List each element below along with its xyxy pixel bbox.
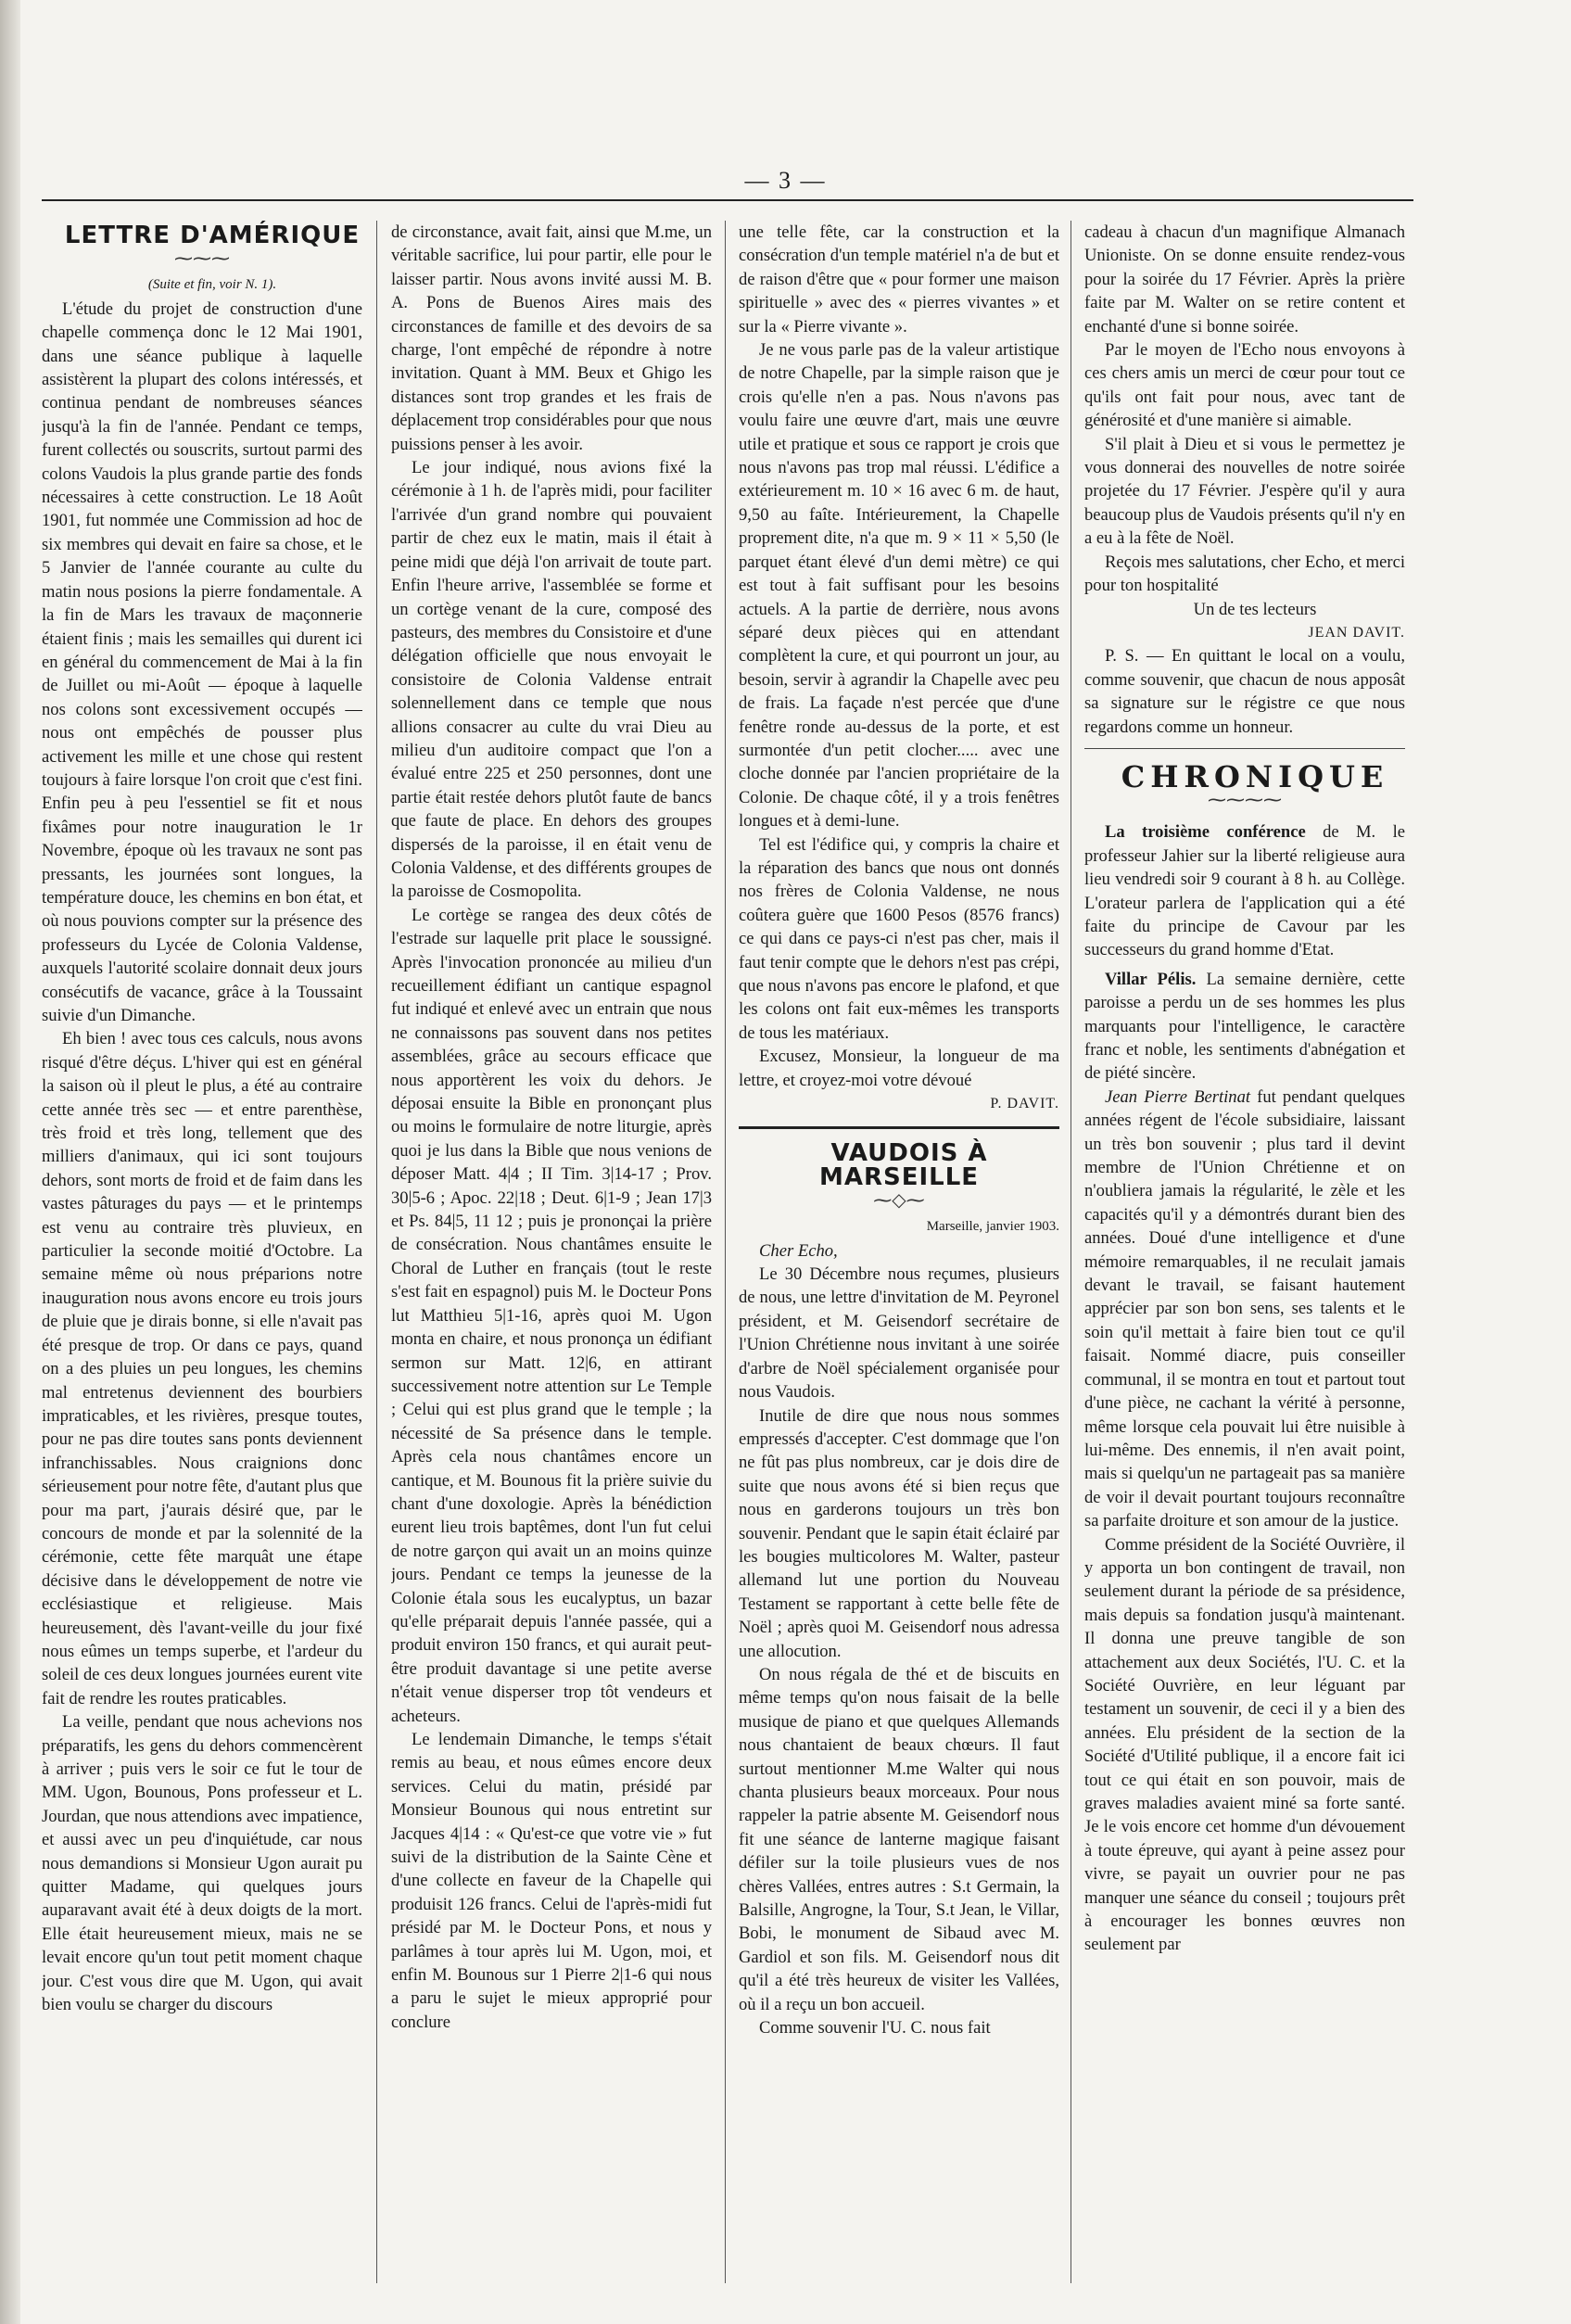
lettre-paragraph: La veille, pendant que nous achevions nos préparatifs, les gens du dehors commencèrent à arriver ; puis vers le soir ce fut le tour de MM. Ugon, Bounous, Pons professeur et L. Jourdan, que nous attendions avec impatience, et aussi avec un peu d'inquiétude, car nous nous demandions si Monsieur Ugon aurait pu quitter Madame, qui quelques jours auparavant avait été à deux doigts de la mort. Elle était heureusement mieux, mais ne se levait encore qu'un tout petit moment chaque jour. C'est vous dire que M. Ugon, qui avait bien voulu se charger du discours <box>42 1712 362 2015</box>
lettre-paragraph: Le cortège se rangea des deux côtés de l'estrade sur laquelle prit place le soussigné. Après l'invocation prononcée au milieu d'un recueillement édifiant un cantique espagnol fut indiqué et enlevé avec un entrain que nous ne connaissons pas souvent dans nos petites assemblées, grâce au secours efficace que nous apportèrent les voix du dehors. Je déposai ensuite la Bible en prononçant plus ou moins le formulaire de notre liturgie, après quoi je lus dans la Bible que nous venions de déposer Matt. 4|4 ; II Tim. 3|14-17 ; Prov. 30|5-6 ; Apoc. 22|18 ; Deut. 6|1-9 ; Jean 17|3 et Ps. 84|5, 11 12 ; puis je prononçai la prière de consécration. Nous chantâmes ensuite le Choral de Luther en français (tout le reste s'est fait en espagnol) puis M. le Docteur Pons lut Matthieu 5|1-16, après quoi M. Ugon monta en chaire, et nous prononça un édifiant sermon sur Matt. 12|6, en attirant successivement notre attention sur Le Temple ; Celui qui est plus grand que le temple ; la nécessité de Sa présence dans le temple. Après cela nous chantâmes encore un cantique, et M. Bounous fit la prière suivie du chant d'une doxologie. Après la bénédiction eurent lieu trois baptêmes, dont l'un fut celui de notre garçon qui avait un an moins quinze jours. Pendant ce temps la jeunesse de la Colonie étala sous les eucalyptus, un bazar qu'elle préparait depuis l'année passée, qui a produit environ 150 francs, et qui aurait peut-être produit davantage si une petite averse n'était venue disperser trop tôt vendeurs et acheteurs. <box>391 905 712 1726</box>
chronique-lead: Jean Pierre Bertinat <box>1105 1086 1251 1107</box>
lettre-paragraph: de circonstance, avait fait, ainsi que M.me, un véritable sacrifice, lui pour partir, elle pour le laisser partir. Nous avons invité aussi M. B. A. Pons de Buenos Aires mais des circonstances de famille et des devoirs de sa charge, l'ont empêché de répondre à notre invitation. Quant à MM. Beux et Ghigo les distances sont trop grandes et les frais de déplacement trop considérables pour que nous puissions penser à les avoir. <box>391 222 712 454</box>
article-columns <box>42 221 1413 2283</box>
chronique-text: de M. le professeur Jahier sur la liberté religieuse aura lieu vendredi soir 9 courant à 8 h. au Collège. L'orateur parlera de l'application qui a été faite du principe de Cavour par les successeurs du grand homme d'Etat. <box>1084 822 1405 960</box>
chronique-item <box>1084 820 1405 961</box>
lettre-title: LETTRE D'AMÉRIQUE <box>64 222 361 249</box>
vaudois-paragraph: Inutile de dire que nous nous sommes empressés d'accepter. C'est dommage que l'on ne fût pas plus nombreux, car je dois dire de suite que nous avons été si bien reçus que nous en garderons toujours un très bon souvenir. Pendant que le sapin était éclairé par les bougies multicolores M. Walter, pasteur allemand lut une portion du Nouveau Testament se rapportant à cette belle fête de Noël ; après quoi M. Geisendorf nous adressa une allocution. <box>739 1405 1059 1661</box>
page-number: — 3 — <box>744 167 827 194</box>
lettre-subtitle: (Suite et fin, voir N. 1). <box>147 277 277 293</box>
chronique-item <box>1084 968 1405 1086</box>
vaudois-dateline: Marseille, janvier 1903. <box>926 1219 1059 1235</box>
column-divider <box>725 221 726 2283</box>
vaudois-title: VAUDOIS À MARSEILLE <box>818 1139 988 1191</box>
chronique-item <box>1084 1533 1405 1957</box>
vaudois-paragraph: Reçois mes salutations, cher Echo, et merci pour ton hospitalité <box>1084 552 1405 596</box>
lettre-paragraph: Excusez, Monsieur, la longueur de ma lettre, et croyez-moi votre dévoué <box>739 1047 1059 1090</box>
vaudois-postscript: P. S. — En quittant le local on a voulu, comme souvenir, que chacun de nous apposât sa signature sur le régistre ce que nous regardons comme un honneur. <box>1084 646 1405 737</box>
vaudois-paragraph: Le 30 Décembre nous reçumes, plusieurs de nous, une lettre d'invitation de M. Peyronel président, et M. Geisendorf secrétaire de l'Union Chrétienne nous invitant à une soirée d'arbre de Noël spécialement organisée pour nous Vaudois. <box>739 1264 1059 1403</box>
header-rule <box>42 199 1413 201</box>
vaudois-salutation: Cher Echo, <box>759 1240 838 1261</box>
chronique-text: La semaine dernière, cette paroisse a perdu un de ses hommes les plus marquants pour l'intelligence, le caractère franc et noble, les sentiments d'abnégation et de piété sincère. <box>1084 969 1405 1084</box>
chronique-title: CHRONIQUE <box>1121 758 1389 794</box>
lettre-paragraph: L'étude du projet de construction d'une chapelle commença donc le 12 Mai 1901, dans une séance publique à laquelle assistèrent la plupart des colons intéressés, et continua pendant de nombreuses séances jusqu'à la fin de l'année. Pendant ce temps, furent collectés ou souscrits, surtout parmi des colons Vaudois la plus grande partie des fonds nécessaires à cette construction. Le 18 Août 1901, fut nommée une Commission ad hoc de six membres qui devait en faire sa chose, et le 5 Janvier de l'année courante au culte du matin nous posions la pierre fondamentale. A la fin de Mars les travaux de maçonnerie étaient finis ; mais les semailles qui durent ici en général du commencement de Mai à la fin de Juillet ou mi-Août — époque à laquelle nos colons sont excessivement occupés — nous ont empêchés de pousser plus activement les mille et une chose qui restent toujours à faire lorsque l'on croit que c'est fini. Enfin peu à peu l'essentiel se fit et nous fixâmes pour notre inauguration le 1r Novembre, époque où les travaux ne sont pas pressants, les journées sont longues, la température douce, les chemins en bon état, et où nous pouvions compter sur la présence des professeurs du Lycée de Colonia Valdense, auxquels l'autorité scolaire donnait deux jours consécutifs de vacance, grâce à la Toussaint suivie d'un Dimanche. <box>42 298 362 1025</box>
vaudois-signature: JEAN DAVIT. <box>1308 624 1405 641</box>
chronique-text: fut pendant quelques années régent de l'école subsidiaire, laissant un très bon souvenir ; plus tard il devint membre de l'Union Chrétienne et on n'oubliera jamais la régularité, le zèle et les capacités qu'il y a démontrés durant bien des années. Doué d'une intelligence et d'une mémoire remarquables, il ne reculait jamais devant le travail, se faisant hautement apprécier par son bon sens, ses talents et le soin qu'il mettait à faire bien tout ce qu'il faisait. Nommé diacre, puis conseiller communal, il se montra en tout et partout tout d'une pièce, ne cachant la vérité à personne, même lorsque cela pouvait lui être nuisible à lui-même. Des ennemis, il n'en avait point, mais si quelqu'un ne partageait pas sa manière de voir il devait pourtant toujours reconnaître sa parfaite droiture et son amour de la justice. <box>1084 1086 1405 1531</box>
chronique-lead: La troisième conférence <box>1105 822 1306 843</box>
title-ornament: ⁓⁓⁓⁓ <box>1208 790 1282 811</box>
lettre-paragraph: Le lendemain Dimanche, le temps s'était remis au beau, et nous eûmes encore deux services. Celui du matin, présidé par Monsieur Bounous qui nous entretint sur Jacques 4|14 : « Qu'est-ce que votre vie » fut suivi de la distribution de la Sainte Cène et d'une collecte en faveur de la Chapelle qui produisit 126 francs. Celui de l'après-midi fut présidé par M. le Docteur Pons, et nous y parlâmes à tour après lui M. Ugon, moi, et enfin M. Bounous sur 1 Pierre 2|1-6 qui nous a paru le sujet le mieux approprié pour conclure <box>391 1730 712 2032</box>
vaudois-closing: Un de tes lecteurs <box>1193 599 1317 619</box>
lettre-paragraph: Le jour indiqué, nous avions fixé la cérémonie à 1 h. de l'après midi, pour faciliter l'arrivée d'un grand nombre qui pouvaient partir de chez eux le matin, mais il était à peine midi que déjà l'on arrivait de toute part. Enfin l'heure arrive, l'assemblée se forme et un cortège venant de la cure, composé des pasteurs, des membres du Consistoire et d'une délégation officielle que nous envoyait le consistoire de Colonia Valdense entrait solennellement dans ce temple que nous allions consacrer au culte du vrai Dieu au milieu d'un auditoire compact que l'on a évalué entre 225 et 250 personnes, dont une partie était restée dehors plutôt faute de bancs que faute de place. En dehors des groupes dispersés de la paroisse, il en était venu de Colonia Valdense, et des différents groupes de la paroisse de Cosmopolita. <box>391 458 712 902</box>
column-2 <box>391 221 712 2283</box>
vaudois-paragraph: On nous régala de thé et de biscuits en même temps qu'on nous faisait de la belle musique de piano et que quelques Allemands nous chantaient de beaux chœurs. Il faut surtout mentionner M.me Walter qui nous chanta plusieurs beaux morceaux. Pour nous rappeler la patrie absente M. Geisendorf nous fit une séance de lanterne magique faisant défiler sur la toile plusieurs vues de nos chères Vallées, entres autres : S.t Germain, la Balsille, Angrogne, la Tour, S.t Jean, le Villar, Bobi, le monument de Sibaud avec M. Gardiol et son fils. M. Geisendorf nous dit qu'il a été très heureux de visiter les Vallées, où il a reçu un bon accueil. <box>739 1664 1059 2014</box>
lettre-paragraph: Eh bien ! avec tous ces calculs, nous avons risqué d'être déçus. L'hiver qui est en général la saison où il pleut le plus, a été au contraire cette année très sec — et entre parenthèse, très froid et très long, tellement que des milliers d'animaux, qui ici sont toujours dehors, sont morts de froid et de faim dans les vastes pâturages du pays — et le printemps est venu au contraire très pluvieux, en particulier la seconde moitié d'Octobre. La semaine même où nous préparions notre inauguration nous avons encore eu trois jours de pluie que je dirais bonne, si elle n'avait pas été presque de trop. Or dans ce pays, quand on a des pluies un peu longues, les chemins mal entretenus deviennent des bourbiers impraticables, et les rivières, presque toutes, pour ne pas dire toutes sans ponts deviennent infranchissables. Nous craignions donc sérieusement pour notre fête, d'autant plus que pour ma part, j'aurais désiré que, par le concours de monde et par la solennité de la cérémonie, cette fête marquât une étape décisive dans le développement de notre vie ecclésiastique et religieuse. Mais heureusement, dès l'avant-veille du jour fixé nous eûmes un temps superbe, et l'ardeur du soleil de ces deux longues journées eurent vite fait de rendre les routes praticables. <box>42 1029 362 1708</box>
vaudois-paragraph: cadeau à chacun d'un magnifique Almanach Unioniste. On se donne ensuite rendez-vous pour la soirée du 17 Février. Après la prière faite par M. Walter on se retire content et enchanté d'une si bonne soirée. <box>1084 222 1405 337</box>
lettre-paragraph: Tel est l'édifice qui, y compris la chaire et la réparation des bancs que nous ont donnés nos frères de Colonia Valdense, ne nous coûtera guère que 1600 Pesos (8576 francs) ce qui dans ce pays-ci n'est pas cher, mais il faut tenir compte que le dehors n'est pas crépi, que nous n'avons pas encore le plafond, et que les colons ont fait eux-mêmes les transports de tous les matériaux. <box>739 834 1059 1043</box>
chronique-text: Comme président de la Société Ouvrière, il y apporta un bon contingent de travail, non seulement durant la période de sa présidence, mais depuis sa fondation jusqu'à maintenant. Il donna une preuve tangible de son attachement aux deux Sociétés, l'U. C. et la Société Ouvrière, en leur léguant par testament un souvenir, de ceci il y a bien des années. Elu président de la section de la Société d'Utilité publique, il a encore fait ici tout ce qui était en son pouvoir, mais de graves maladies avaient miné sa forte santé. Je le vois encore cet homme d'un dévouement à toute épreuve, qui ayant à peine assez pour vivre, se payait un ouvrier pour ne pas manquer une séance du conseil ; toujours prêt à encourager les bonnes œuvres non seulement par <box>1084 1534 1405 1955</box>
column-1 <box>42 221 362 2283</box>
lettre-paragraph: une telle fête, car la construction et la consécration d'un temple matériel n'a de but et de raison d'être que « pour former une maison spirituelle » avec des « pierres vivantes » et sur la « Pierre vivante ». <box>739 222 1059 337</box>
title-ornament: ⁓◇⁓ <box>873 1190 925 1212</box>
lettre-paragraph: Je ne vous parle pas de la valeur artistique de notre Chapelle, par la simple raison que je crois qu'elle n'en a pas. Nous n'avons pas voulu faire une œuvre d'art, mais une œuvre utile et pratique et sous ce rapport je crois que nous n'avons pas trop mal réussi. L'édifice a extérieurement m. 10 × 16 avec 6 m. de haut, 9,50 au faîte. Intérieurement, la Chapelle proprement dite, n'a que m. 9 × 11 × 5,50 (le parquet étant élevé d'un demi mètre) ce qui est tout à fait suffisant pour les besoins actuels. A la partie de derrière, nous avons séparé deux pièces qui en attendant complètent la cure, et qui pourront un jour, au besoin, servir à agrandir la Chapelle avec peu de frais. La façade n'est percée que d'une fenêtre ronde au-dessus de la porte, et est surmontée d'un petit clocher..... avec une cloche donnée par l'ancien propriétaire de la Colonie. De chaque côté, il y a trois fenêtres longues et à demi-lune. <box>739 340 1059 832</box>
column-4 <box>1084 221 1405 2283</box>
chronique-item <box>1084 1086 1405 1533</box>
section-rule <box>1084 748 1405 749</box>
lettre-signature: P. DAVIT. <box>990 1096 1059 1112</box>
page-edge-shadow <box>0 0 20 2324</box>
column-3 <box>739 221 1059 2283</box>
chronique-lead: Villar Pélis. <box>1105 969 1197 989</box>
vaudois-paragraph: Comme souvenir l'U. C. nous fait <box>759 2018 991 2038</box>
vaudois-paragraph: Par le moyen de l'Echo nous envoyons à ces chers amis un merci de cœur pour tout ce qu'ils ont fait pour nous, avec tant de générosité et d'une manière si aimable. <box>1084 340 1405 431</box>
title-ornament: ⁓⁓⁓ <box>174 248 230 270</box>
column-divider <box>376 221 377 2283</box>
section-rule <box>739 1126 1059 1129</box>
vaudois-paragraph: S'il plait à Dieu et si vous le permettez je vous donnerai des nouvelles de notre soirée projetée du 17 Février. J'espère qu'il y aura beaucoup plus de Vaudois présents qu'il n'y en a eu à la fête de Noël. <box>1084 434 1405 549</box>
